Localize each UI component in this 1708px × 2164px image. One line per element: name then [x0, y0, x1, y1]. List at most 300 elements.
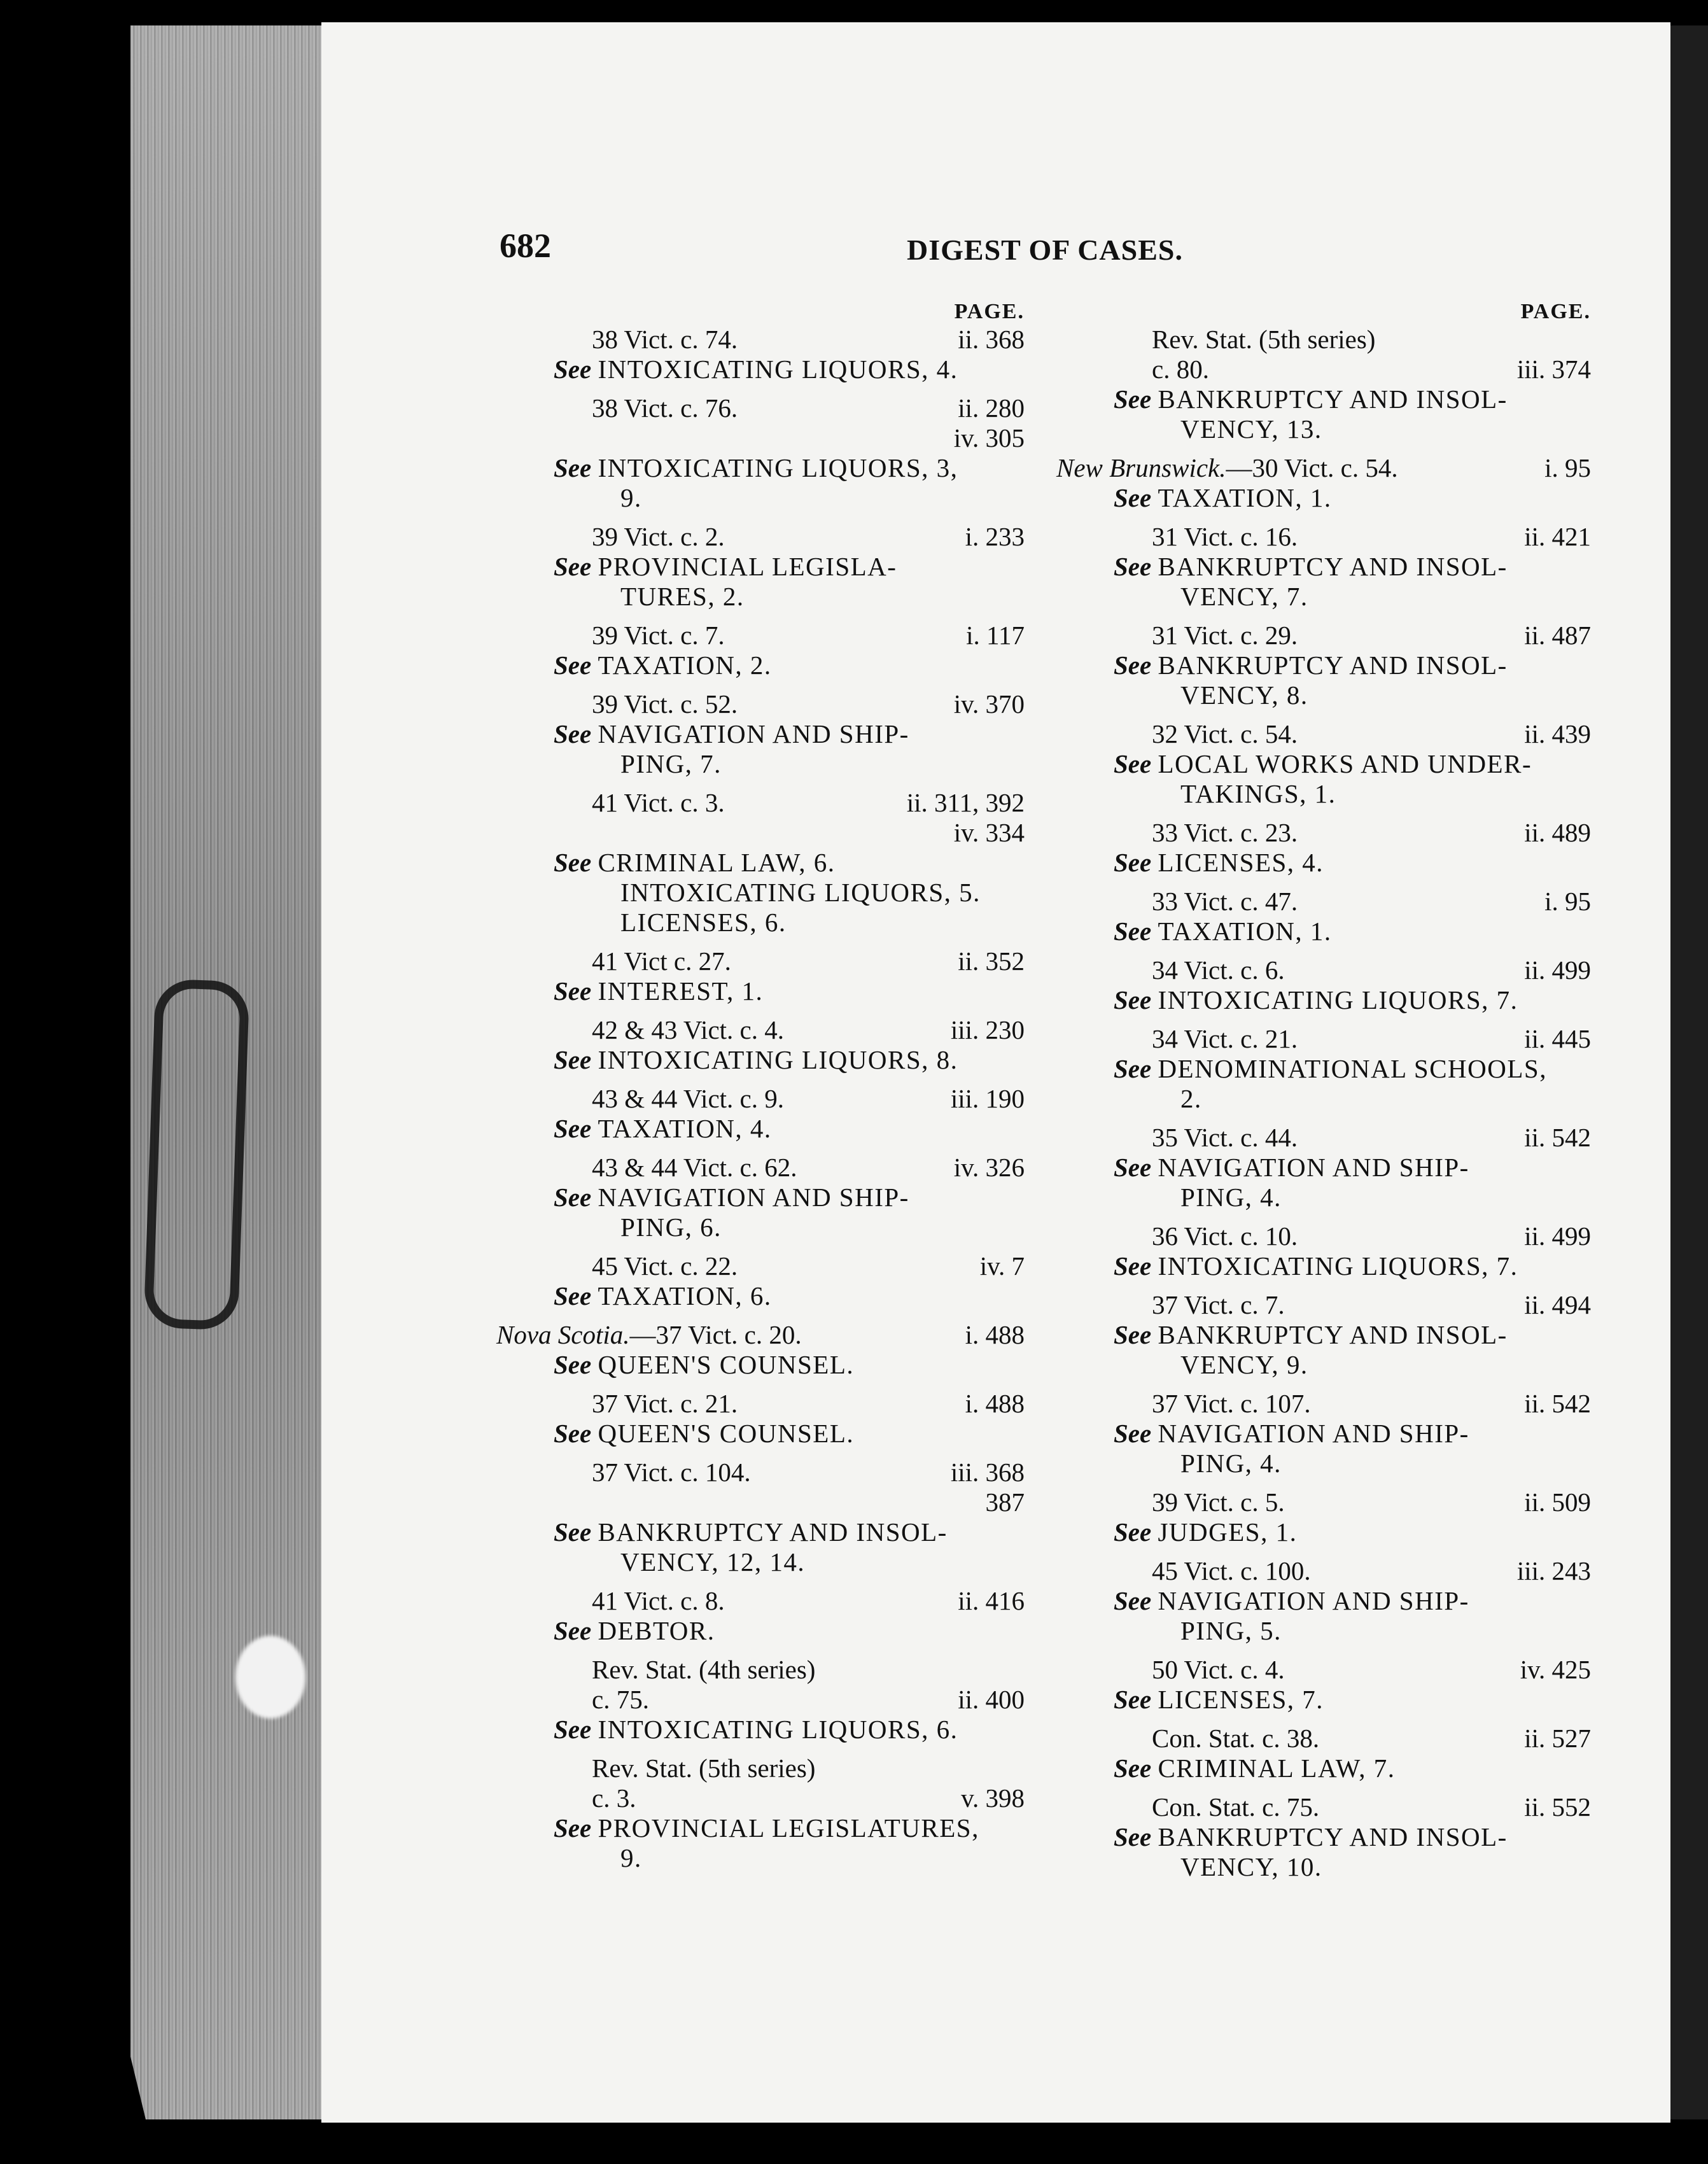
statute-citation: 39 Vict. c. 2.: [592, 522, 725, 551]
statute-citation: 42 & 43 Vict. c. 4.: [592, 1015, 784, 1044]
left-entries: [496, 325, 1025, 1873]
digest-entry: [1056, 1487, 1591, 1547]
see-word: See: [1114, 1586, 1152, 1615]
subject-heading: INTEREST, 1.: [598, 976, 764, 1006]
facing-page-edge: [1670, 25, 1708, 2119]
digest-entry: [496, 325, 1025, 384]
see-reference: [496, 355, 1025, 384]
volume-page-ref: ii. 494: [1524, 1290, 1591, 1319]
see-reference: [496, 650, 1025, 680]
digest-entry: [496, 1015, 1025, 1075]
volume-page-ref: ii. 499: [1524, 1221, 1591, 1251]
see-reference: [1056, 552, 1591, 582]
see-reference: [1056, 848, 1591, 878]
subject-heading: INTOXICATING LIQUORS, 8.: [598, 1045, 958, 1074]
statute-citation: [496, 1320, 802, 1350]
statute-row: [1056, 1487, 1591, 1517]
see-reference: [1056, 1685, 1591, 1715]
statute-citation: 43 & 44 Vict. c. 62.: [592, 1153, 797, 1182]
statute-row: [1056, 1123, 1591, 1153]
volume-page-ref: i. 233: [965, 522, 1025, 551]
subject-heading: INTOXICATING LIQUORS, 7.: [1158, 1251, 1518, 1281]
subject-heading: VENCY, 13.: [1180, 414, 1322, 444]
see-word: See: [1114, 749, 1152, 778]
digest-entry: [496, 1153, 1025, 1242]
statute-citation: 37 Vict. c. 104.: [592, 1458, 751, 1487]
volume-page-ref: iv. 305: [953, 423, 1025, 453]
volume-page-ref: ii. 445: [1524, 1024, 1591, 1053]
statute-citation: 38 Vict. c. 74.: [592, 325, 738, 354]
see-word: See: [1114, 1054, 1152, 1083]
subject-heading: 9.: [620, 483, 642, 512]
see-reference-continued: [496, 908, 1025, 938]
subject-heading: INTOXICATING LIQUORS, 5.: [620, 878, 981, 907]
subject-heading: CRIMINAL LAW, 6.: [598, 848, 836, 877]
volume-page-ref: ii. 489: [1524, 818, 1591, 847]
statute-row: [1056, 453, 1591, 483]
see-reference-continued: [1056, 1183, 1591, 1212]
see-reference-continued: [496, 878, 1025, 908]
statute-row: [496, 1655, 1025, 1685]
statute-citation: 34 Vict. c. 21.: [1152, 1024, 1298, 1053]
statute-citation: 41 Vict. c. 8.: [592, 1586, 725, 1615]
subject-heading: QUEEN'S COUNSEL.: [598, 1350, 855, 1379]
additional-ref-row: [496, 423, 1025, 453]
subject-heading: VENCY, 10.: [1180, 1852, 1322, 1881]
statute-citation: 34 Vict. c. 6.: [1152, 955, 1285, 985]
statute-text: —30 Vict. c. 54.: [1226, 453, 1398, 482]
subject-heading: VENCY, 12, 14.: [620, 1547, 806, 1577]
subject-heading: NAVIGATION AND SHIP-: [1158, 1586, 1469, 1615]
volume-page-ref: iv. 7: [979, 1251, 1025, 1281]
statute-citation: Con. Stat. c. 38.: [1152, 1724, 1320, 1753]
subject-heading: LOCAL WORKS AND UNDER-: [1158, 749, 1532, 778]
see-reference: [496, 976, 1025, 1006]
right-column: [1056, 299, 1591, 1891]
page-column-label: PAGE.: [1520, 300, 1591, 323]
subject-heading: TAXATION, 4.: [598, 1114, 772, 1143]
statute-citation: 37 Vict. c. 107.: [1152, 1389, 1311, 1418]
see-reference: [1056, 985, 1591, 1015]
see-word: See: [554, 552, 592, 581]
see-word: See: [1114, 848, 1152, 877]
statute-row-continued: [496, 1783, 1025, 1813]
subject-heading: PROVINCIAL LEGISLA-: [598, 552, 897, 581]
volume-page-ref: ii. 542: [1524, 1389, 1591, 1418]
see-reference-continued: [496, 1212, 1025, 1242]
see-reference: [496, 552, 1025, 582]
digest-entry: [496, 1084, 1025, 1144]
subject-heading: INTOXICATING LIQUORS, 6.: [598, 1715, 958, 1744]
subject-heading: QUEEN'S COUNSEL.: [598, 1419, 855, 1448]
digest-entry: [496, 1320, 1025, 1380]
see-reference-continued: [1056, 414, 1591, 444]
volume-page-ref: ii. 416: [958, 1586, 1025, 1615]
subject-heading: BANKRUPTCY AND INSOL-: [1158, 1320, 1508, 1349]
statute-row: [496, 1389, 1025, 1419]
see-reference: [496, 1616, 1025, 1646]
subject-heading: PROVINCIAL LEGISLATURES,: [598, 1813, 979, 1843]
statute-row: [496, 1084, 1025, 1114]
see-reference: [1056, 483, 1591, 513]
digest-entry: [1056, 1123, 1591, 1212]
digest-entry: [496, 689, 1025, 779]
see-word: See: [554, 1715, 592, 1744]
left-column: [496, 299, 1025, 1882]
subject-heading: VENCY, 7.: [1180, 582, 1308, 611]
see-reference-continued: [496, 582, 1025, 612]
statute-citation: 36 Vict. c. 10.: [1152, 1221, 1298, 1251]
statute-citation: 38 Vict. c. 76.: [592, 393, 738, 423]
statute-row: [496, 522, 1025, 552]
see-word: See: [554, 1616, 592, 1645]
see-reference: [1056, 384, 1591, 414]
volume-page-ref: i. 95: [1544, 453, 1591, 482]
see-word: See: [1114, 985, 1152, 1015]
statute-row: [1056, 1792, 1591, 1822]
page-column-label: PAGE.: [954, 300, 1025, 323]
subject-heading: DENOMINATIONAL SCHOOLS,: [1158, 1054, 1547, 1083]
see-reference: [1056, 1517, 1591, 1547]
statute-chapter: c. 80.: [1152, 355, 1209, 384]
statute-citation: 35 Vict. c. 44.: [1152, 1123, 1298, 1152]
see-reference-continued: [1056, 779, 1591, 809]
subject-heading: INTOXICATING LIQUORS, 4.: [598, 355, 958, 384]
volume-page-ref: v. 398: [961, 1783, 1025, 1813]
see-reference: [496, 848, 1025, 878]
volume-page-ref: ii. 352: [958, 946, 1025, 976]
subject-heading: TAKINGS, 1.: [1180, 779, 1336, 808]
statute-row: [1056, 522, 1591, 552]
digest-entry: [1056, 818, 1591, 878]
digest-entry: [1056, 1221, 1591, 1281]
subject-heading: PING, 4.: [1180, 1183, 1282, 1212]
volume-page-ref: iii. 368: [950, 1458, 1025, 1487]
see-reference: [496, 1350, 1025, 1380]
statute-row: [496, 689, 1025, 719]
see-word: See: [1114, 1251, 1152, 1281]
statute-row: [1056, 887, 1591, 917]
see-word: See: [1114, 1753, 1152, 1783]
statute-citation: 32 Vict. c. 54.: [1152, 719, 1298, 748]
see-reference-continued: [1056, 1852, 1591, 1882]
volume-page-ref: ii. 542: [1524, 1123, 1591, 1152]
digest-entry: [1056, 621, 1591, 710]
subject-heading: JUDGES, 1.: [1158, 1517, 1298, 1547]
statute-row: [496, 1015, 1025, 1045]
volume-page-ref: ii. 280: [958, 393, 1025, 423]
see-reference: [496, 1045, 1025, 1075]
digest-entry: [1056, 1792, 1591, 1882]
additional-ref-row: [496, 1487, 1025, 1517]
statute-row: [1056, 1389, 1591, 1419]
subject-heading: BANKRUPTCY AND INSOL-: [598, 1517, 948, 1547]
volume-page-ref: i. 488: [965, 1389, 1025, 1418]
digest-entry: [1056, 1024, 1591, 1114]
statute-citation: 31 Vict. c. 29.: [1152, 621, 1298, 650]
see-reference: [496, 1715, 1025, 1745]
volume-page-ref: ii. 509: [1524, 1487, 1591, 1517]
see-word: See: [554, 355, 592, 384]
see-reference-continued: [1056, 1084, 1591, 1114]
digest-entry: [496, 946, 1025, 1006]
see-reference: [496, 1281, 1025, 1311]
statute-row: [496, 325, 1025, 355]
see-reference: [496, 1183, 1025, 1212]
digest-entry: [1056, 1389, 1591, 1479]
subject-heading: LICENSES, 7.: [1158, 1685, 1324, 1714]
statute-row: [1056, 818, 1591, 848]
see-word: See: [554, 1114, 592, 1143]
statute-row: [496, 1586, 1025, 1616]
additional-ref-row: [496, 818, 1025, 848]
statute-text: —37 Vict. c. 20.: [629, 1320, 802, 1349]
subject-heading: DEBTOR.: [598, 1616, 715, 1645]
jurisdiction: Nova Scotia.: [496, 1320, 630, 1349]
volume-page-ref: iv. 326: [953, 1153, 1025, 1182]
see-word: See: [1114, 483, 1152, 512]
see-reference-continued: [496, 1843, 1025, 1873]
see-reference-continued: [1056, 1616, 1591, 1646]
see-word: See: [554, 848, 592, 877]
volume-page-ref: i. 488: [965, 1320, 1025, 1349]
statute-row: [1056, 955, 1591, 985]
see-reference: [1056, 1054, 1591, 1084]
statute-citation: [1056, 453, 1398, 483]
volume-page-ref: ii. 421: [1524, 522, 1591, 551]
see-reference: [1056, 1753, 1591, 1783]
see-word: See: [1114, 552, 1152, 581]
volume-page-ref: i. 117: [966, 621, 1025, 650]
see-reference: [496, 719, 1025, 749]
right-entries: [1056, 325, 1591, 1882]
see-reference-continued: [496, 749, 1025, 779]
running-title: DIGEST OF CASES.: [907, 234, 1183, 266]
see-word: See: [1114, 1685, 1152, 1714]
digest-entry: [1056, 1724, 1591, 1783]
see-reference: [1056, 749, 1591, 779]
statute-row: [1056, 1024, 1591, 1054]
subject-heading: LICENSES, 4.: [1158, 848, 1324, 877]
statute-citation: 39 Vict. c. 7.: [592, 621, 725, 650]
see-word: See: [554, 719, 592, 748]
subject-heading: BANKRUPTCY AND INSOL-: [1158, 650, 1508, 680]
statute-citation: 45 Vict. c. 22.: [592, 1251, 738, 1281]
see-word: See: [554, 1419, 592, 1448]
digest-entry: [496, 522, 1025, 612]
subject-heading: TAXATION, 6.: [598, 1281, 772, 1310]
see-word: See: [554, 1350, 592, 1379]
see-reference-continued: [1056, 1449, 1591, 1479]
see-reference-continued: [496, 1547, 1025, 1577]
subject-heading: TAXATION, 2.: [598, 650, 772, 680]
see-word: See: [554, 650, 592, 680]
statute-row-continued: [496, 1685, 1025, 1715]
statute-row: [1056, 1655, 1591, 1685]
see-reference-continued: [1056, 1350, 1591, 1380]
statute-citation: Rev. Stat. (4th series): [592, 1655, 816, 1684]
statute-row: [1056, 1724, 1591, 1753]
digest-entry: [1056, 955, 1591, 1015]
see-reference: [496, 1813, 1025, 1843]
subject-heading: 9.: [620, 1843, 642, 1872]
subject-heading: NAVIGATION AND SHIP-: [1158, 1419, 1469, 1448]
volume-page-ref: iii. 243: [1516, 1556, 1591, 1585]
statute-row: [496, 1320, 1025, 1350]
see-reference: [1056, 1320, 1591, 1350]
subject-heading: 2.: [1180, 1084, 1202, 1113]
statute-citation: Rev. Stat. (5th series): [1152, 325, 1376, 354]
statute-row: [1056, 1290, 1591, 1320]
subject-heading: NAVIGATION AND SHIP-: [598, 1183, 909, 1212]
see-reference: [1056, 1586, 1591, 1616]
volume-page-ref: ii. 487: [1524, 621, 1591, 650]
digest-entry: [1056, 1556, 1591, 1646]
volume-page-ref: iv. 370: [953, 689, 1025, 719]
subject-heading: PING, 4.: [1180, 1449, 1282, 1478]
volume-page-ref: ii. 400: [958, 1685, 1025, 1714]
see-word: See: [554, 1517, 592, 1547]
subject-heading: PING, 7.: [620, 749, 722, 778]
see-reference: [496, 453, 1025, 483]
statute-row: [496, 946, 1025, 976]
digest-entry: [1056, 522, 1591, 612]
see-reference: [1056, 650, 1591, 680]
volume-page-ref: ii. 311, 392: [906, 788, 1025, 817]
jurisdiction: New Brunswick.: [1056, 453, 1226, 482]
statute-citation: 37 Vict. c. 21.: [592, 1389, 738, 1418]
see-word: See: [554, 453, 592, 482]
statute-citation: 41 Vict c. 27.: [592, 946, 731, 976]
digest-entry: [496, 1586, 1025, 1646]
subject-heading: LICENSES, 6.: [620, 908, 787, 937]
subject-heading: TURES, 2.: [620, 582, 745, 611]
subject-heading: BANKRUPTCY AND INSOL-: [1158, 1822, 1508, 1851]
statute-row: [496, 1251, 1025, 1281]
volume-page-ref: ii. 439: [1524, 719, 1591, 748]
volume-page-ref: ii. 527: [1524, 1724, 1591, 1753]
see-reference: [1056, 917, 1591, 946]
subject-heading: CRIMINAL LAW, 7.: [1158, 1753, 1396, 1783]
volume-page-ref: 387: [985, 1487, 1025, 1517]
see-word: See: [554, 1045, 592, 1074]
statute-citation: 50 Vict. c. 4.: [1152, 1655, 1285, 1684]
see-reference: [1056, 1251, 1591, 1281]
digest-entry: [496, 1389, 1025, 1449]
see-word: See: [1114, 1153, 1152, 1182]
digest-entry: [496, 1251, 1025, 1311]
see-word: See: [554, 1281, 592, 1310]
digest-entry: [496, 788, 1025, 938]
subject-heading: PING, 5.: [1180, 1616, 1282, 1645]
see-word: See: [1114, 1419, 1152, 1448]
see-reference: [496, 1114, 1025, 1144]
statute-citation: Rev. Stat. (5th series): [592, 1753, 816, 1783]
page-number: 682: [500, 227, 551, 265]
see-reference: [1056, 1822, 1591, 1852]
volume-page-ref: i. 95: [1544, 887, 1591, 916]
statute-citation: 39 Vict. c. 5.: [1152, 1487, 1285, 1517]
subject-heading: VENCY, 9.: [1180, 1350, 1308, 1379]
volume-page-ref: iii. 374: [1516, 355, 1591, 384]
see-word: See: [1114, 1822, 1152, 1851]
digest-entry: [496, 1655, 1025, 1745]
statute-row: [496, 621, 1025, 650]
statute-row: [1056, 621, 1591, 650]
subject-heading: BANKRUPTCY AND INSOL-: [1158, 384, 1508, 414]
statute-row: [1056, 719, 1591, 749]
see-word: See: [554, 1183, 592, 1212]
statute-citation: 43 & 44 Vict. c. 9.: [592, 1084, 784, 1113]
statute-row: [496, 1458, 1025, 1487]
see-reference: [1056, 1153, 1591, 1183]
see-word: See: [554, 976, 592, 1006]
statute-row: [1056, 325, 1591, 355]
subject-heading: BANKRUPTCY AND INSOL-: [1158, 552, 1508, 581]
volume-page-ref: iii. 230: [950, 1015, 1025, 1044]
volume-page-ref: iv. 425: [1520, 1655, 1591, 1684]
statute-citation: 33 Vict. c. 47.: [1152, 887, 1298, 916]
statute-row: [496, 393, 1025, 423]
digest-entry: [1056, 325, 1591, 444]
statute-chapter: c. 75.: [592, 1685, 649, 1714]
digest-entry: [1056, 719, 1591, 809]
volume-page-ref: ii. 552: [1524, 1792, 1591, 1822]
see-reference: [496, 1517, 1025, 1547]
digest-entry: [1056, 453, 1591, 513]
see-reference-continued: [1056, 582, 1591, 612]
digest-entry: [496, 621, 1025, 680]
see-word: See: [1114, 384, 1152, 414]
digest-entry: [496, 393, 1025, 513]
statute-citation: 41 Vict. c. 3.: [592, 788, 725, 817]
statute-row: [496, 1753, 1025, 1783]
digest-entry: [1056, 1290, 1591, 1380]
statute-row: [496, 788, 1025, 818]
statute-citation: 39 Vict. c. 52.: [592, 689, 738, 719]
subject-heading: INTOXICATING LIQUORS, 3,: [598, 453, 958, 482]
volume-page-ref: ii. 499: [1524, 955, 1591, 985]
statute-citation: 31 Vict. c. 16.: [1152, 522, 1298, 551]
see-word: See: [1114, 1320, 1152, 1349]
see-word: See: [1114, 650, 1152, 680]
volume-page-ref: iii. 190: [950, 1084, 1025, 1113]
see-reference: [496, 1419, 1025, 1449]
statute-row-continued: [1056, 355, 1591, 384]
volume-page-ref: iv. 334: [953, 818, 1025, 847]
subject-heading: PING, 6.: [620, 1212, 722, 1242]
see-word: See: [1114, 1517, 1152, 1547]
statute-chapter: c. 3.: [592, 1783, 636, 1813]
subject-heading: NAVIGATION AND SHIP-: [1158, 1153, 1469, 1182]
library-stamp: [143, 979, 249, 1331]
subject-heading: NAVIGATION AND SHIP-: [598, 719, 909, 748]
subject-heading: TAXATION, 1.: [1158, 917, 1332, 946]
subject-heading: INTOXICATING LIQUORS, 7.: [1158, 985, 1518, 1015]
subject-heading: TAXATION, 1.: [1158, 483, 1332, 512]
see-reference: [1056, 1419, 1591, 1449]
digest-entry: [496, 1753, 1025, 1873]
statute-row: [1056, 1556, 1591, 1586]
see-reference-continued: [496, 483, 1025, 513]
digest-entry: [1056, 1655, 1591, 1715]
digest-entry: [496, 1458, 1025, 1577]
subject-heading: VENCY, 8.: [1180, 680, 1308, 710]
statute-row: [496, 1153, 1025, 1183]
statute-citation: 37 Vict. c. 7.: [1152, 1290, 1285, 1319]
volume-page-ref: ii. 368: [958, 325, 1025, 354]
statute-citation: 33 Vict. c. 23.: [1152, 818, 1298, 847]
